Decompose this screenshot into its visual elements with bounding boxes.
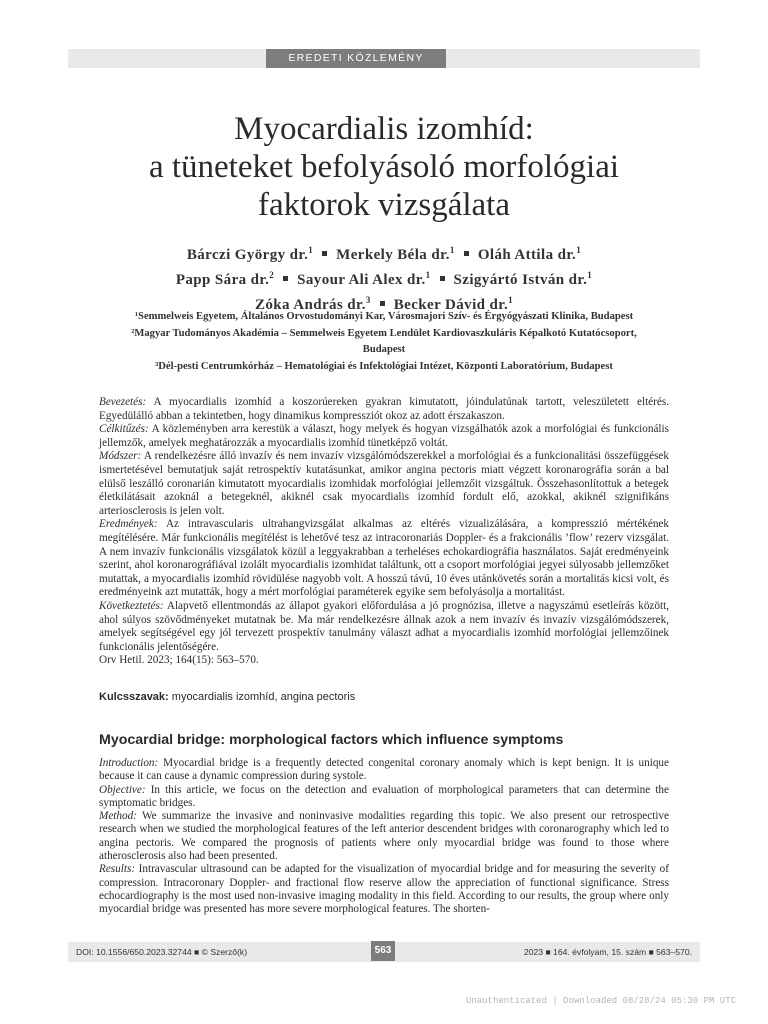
title-line: Myocardialis izomhíd:	[234, 111, 534, 147]
abstract-paragraph	[99, 396, 669, 423]
page-number: 563	[371, 941, 395, 961]
article-title	[68, 110, 700, 224]
abstract-text: We summarize the invasive and noninvasive modalities regarding this topic. We also present our retrospective research when we studied the morphological features of the left anterior descendent bridges with coronarography which led to angina pectoris. We compared the prognosis of patients where only myocardial bridge was found to those where atherosclerosis also had been presented.	[99, 810, 669, 863]
abstract-text: In this article, we focus on the detection and evaluation of morphological parameters that can determine the symptomatic bridges.	[99, 783, 669, 809]
affiliation: Budapest	[362, 344, 406, 355]
author-affiliation-mark: 1	[508, 295, 514, 305]
bullet-separator	[380, 301, 385, 306]
author-affiliation-mark: 1	[587, 270, 593, 280]
author-affiliation-mark: 1	[449, 245, 455, 255]
abstract-paragraph	[99, 757, 669, 784]
abstract-text: A rendelkezésre álló invazív és nem invazív vizsgálómódszerekkel a morfológiai és a funkcionalitási összefüggések ismertetésével bemutatjuk saját retrospektív kutatásunkat, amikor angina pectoris miatt végzett koronarográfia során a bal elülső leszálló coronarián kimutatott myocardialis izomhidak morfológiai jellemzőit vizsgáltuk. Összehasonlítottuk a betegek életkilátásait azoknál a betegeknél, akiknél csak myocardialis izomhíd fordult elő, azokkal, akiknél szignifikáns arteriosclerosis is jelen volt.	[99, 450, 669, 517]
author-affiliation-mark: 1	[576, 245, 582, 255]
abstract-label: Objective:	[99, 783, 146, 796]
author-name: Zóka András dr.	[254, 297, 366, 313]
section-label: EREDETI KÖZLEMÉNY	[266, 49, 446, 68]
abstract-paragraph	[99, 423, 669, 450]
doi-text: DOI: 10.1556/650.2023.32744 ■ © Szerző(k)	[76, 947, 248, 957]
abstract-label: Eredmények:	[99, 518, 158, 531]
keywords-text: myocardialis izomhíd, angina pectoris	[168, 691, 356, 703]
affiliation: ³Dél-pesti Centrumkórház – Hematológiai és Infektológiai Intézet, Központi Laboratórium, Budapest	[155, 360, 613, 372]
author-name: Sayour Ali Alex dr.	[297, 272, 426, 288]
abstract-paragraph	[99, 863, 669, 916]
abstract-paragraph	[99, 450, 669, 518]
abstract-label: Method:	[99, 810, 137, 823]
keywords-label: Kulcsszavak:	[99, 691, 169, 703]
title-line: a tüneteket befolyásoló morfológiai	[148, 149, 620, 185]
abstract-label: Következtetés:	[99, 599, 164, 612]
abstract-english	[99, 757, 669, 917]
abstract-text: Az intravascularis ultrahangvizsgálat alkalmas az eltérés vizualizálására, a kompresszió mértékének megítélésére. Már funkcionális megítélést is lehetővé tesz az intracoronariás Doppler- és a frakcionális ’flow’ rezerv vizsgálat. A nem invazív funkcionális vizsgálatok közül a leggyakrabban a terheléses echokardiográfia használatos. Saját eredményeink szerint, ahol koronarográfiával izolált myocardialis izomhidat találtunk, ott a csoport morfológiai jegyei súlyosabb jellemzőket mutattak, a myocardialis izomhíd rövidülése nagyobb volt. A hosszú távú, 10 éves utánkövetés során a mortalitás kicsi volt, és eredményeink azt mutatták, hogy a mért morfológiai paraméterek egyike sem befolyásolja a mortalitást.	[99, 518, 669, 599]
abstract-label: Módszer:	[99, 450, 142, 463]
abstract-paragraph	[99, 784, 669, 811]
affiliation: ²Magyar Tudományos Akadémia – Semmelweis Egyetem Lendület Kardiovaszkuláris Képalkotó Kutatócsoport,	[131, 327, 637, 339]
author-line	[68, 265, 700, 290]
affiliation: ¹Semmelweis Egyetem, Általános Orvostudományi Kar, Városmajori Szív- és Érgyógyászati Klinika, Budapest	[134, 311, 634, 322]
abstract-text: Myocardial bridge is a frequently detected congenital coronary anomaly which is kept benign. It is unique because it can cause a dynamic compression during systole.	[99, 757, 669, 783]
keywords	[99, 690, 669, 704]
bullet-separator	[322, 251, 327, 256]
author-name: Szigyártó István dr.	[453, 272, 588, 288]
abstract-label: Results:	[99, 863, 136, 876]
author-name: Bárczi György dr.	[186, 247, 309, 263]
abstract-label: Bevezetés:	[99, 396, 147, 408]
author-list	[68, 240, 700, 315]
bullet-separator	[464, 251, 469, 256]
abstract-paragraph	[99, 600, 669, 654]
bullet-separator	[440, 276, 445, 281]
author-affiliation-mark: 3	[365, 295, 371, 305]
page-footer	[68, 942, 700, 962]
abstract-paragraph	[99, 518, 669, 600]
abstract-text: Alapvető ellentmondás az állapot gyakori előfordulása a jó prognózisa, illetve a nagyszámú esetleírás között, ahol súlyos szövődményeket mutatnak be. Ma már rendelkezésre állnak azok a nem invazív és invazív vizsgálómódszerek, amelyek segítségével egy jól tervezett prospektív tanulmány választ adhat a myocardialis izomhíd morfológiai jellemzőinek funkcionális jelentőségére.	[99, 599, 669, 653]
author-name: Becker Dávid dr.	[393, 297, 509, 313]
abstract-text: A közleményben arra kerestük a választ, hogy melyek és hogyan vizsgálhatók azok a morfológiai és funkcionális jellemzők, amelyek meghatározzák a myocardialis izomhíd tünetképző voltát.	[99, 423, 669, 449]
affiliation-list	[68, 309, 700, 375]
abstract-text: A myocardialis izomhíd a koszorúereken gyakran kimutatott, jóindulatúnak tartott, veleszületett eltérés. Egyedülálló abban a tekintetben, hogy dinamikus kompressziót okoz az adott érszakaszon.	[99, 396, 669, 422]
author-name: Merkely Béla dr.	[336, 247, 450, 263]
author-line	[68, 240, 700, 265]
author-affiliation-mark: 1	[308, 245, 314, 255]
author-name: Papp Sára dr.	[175, 272, 270, 288]
abstract-text: Intravascular ultrasound can be adapted for the visualization of myocardial bridge and for measuring the severity of compression. Intracoronary Doppler- and fractional flow reserve allow the appreciation of functional significance. Stress echocardiography is the most used non-invasive imaging modality in this field. According to our results, the group where only myocardial bridge was presented has more severe morphological features. The shorten-	[99, 863, 669, 916]
abstract-label: Introduction:	[99, 757, 159, 769]
author-affiliation-mark: 1	[425, 270, 431, 280]
citation: Orv Hetil. 2023; 164(15): 563–570.	[99, 654, 259, 667]
bullet-separator	[283, 276, 288, 281]
author-name: Oláh Attila dr.	[477, 247, 577, 263]
download-watermark: Unauthenticated | Downloaded 08/28/24 05:30 PM UTC	[465, 996, 736, 1006]
abstract-hungarian	[99, 396, 669, 668]
volume-info: 2023 ■ 164. évfolyam, 15. szám ■ 563–570.	[523, 947, 692, 957]
abstract-label: Célkitűzés:	[99, 423, 149, 436]
abstract-paragraph	[99, 810, 669, 863]
english-title: Myocardial bridge: morphological factors which influence symptoms	[99, 732, 564, 748]
title-line: faktorok vizsgálata	[258, 187, 510, 223]
author-affiliation-mark: 2	[269, 270, 275, 280]
